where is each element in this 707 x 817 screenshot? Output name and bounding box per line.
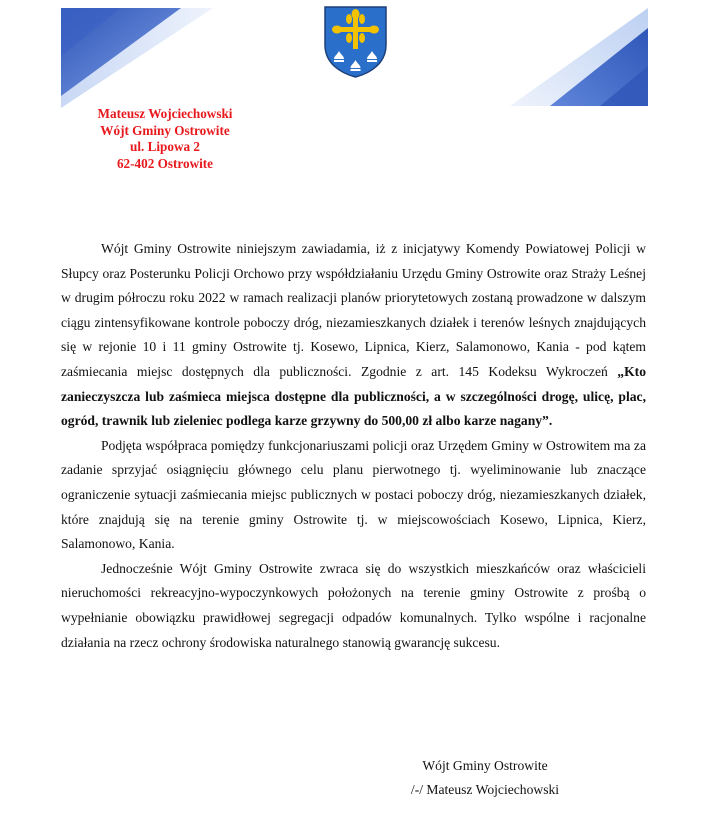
paragraph-1-text: Wójt Gminy Ostrowite niniejszym zawiadamia, iż z inicjatywy Komendy Powiatowej Policji w Słupcy oraz Posterunku Policji Orchowo przy współdziałaniu Urzędu Gminy Ostrowite oraz Straży Leśnej w drugim półroczu roku 2022 w ramach realizacji planów priorytetowych zostaną prowadzone w dalszym ciągu zintensyfikowane kontrole poboczy dróg, niezamieszkanych działek i terenów leśnych znajdujących się w rejonie 10 i 11 gminy Ostrowite tj. Kosewo, Lipnica, Kierz, Salamonowo, Kania - pod kątem zaśmiecania miejsc dostępnych dla publiczności. Zgodnie z art. 145 Kodeksu Wykroczeń <box>61 241 646 379</box>
signature-title: Wójt Gminy Ostrowite <box>422 758 548 773</box>
paragraph-3: Jednocześnie Wójt Gminy Ostrowite zwraca się do wszystkich mieszkańców oraz właścicieli nieruchomości rekreacyjno-wypoczynkowych położonych na terenie gminy Ostrowite z prośbą o wypełnianie obowiązku prawidłowej segregacji odpadów komunalnych. Tylko wspólne i racjonalne działania na rzecz ochrony środowiska naturalnego stanowią gwarancję sukcesu. <box>61 560 646 650</box>
paragraph-1 <box>61 237 646 434</box>
sender-street: ul. Lipowa 2 <box>130 139 200 154</box>
sender-name: Mateusz Wojciechowski <box>97 106 233 121</box>
coat-of-arms-icon <box>323 5 388 79</box>
sender-city: 62-402 Ostrowite <box>116 155 214 171</box>
decorative-corner-left <box>61 8 213 108</box>
sender-address-block <box>80 106 250 172</box>
letter-body <box>61 237 646 655</box>
sender-title: Wójt Gminy Ostrowite <box>100 122 230 138</box>
signature-name: /-/ Mateusz Wojciechowski <box>410 782 560 797</box>
legal-quote: „Kto zanieczyszcza lub zaśmieca miejsca dostępne dla publiczności, a w szczególności drogę, ulicę, plac, ogród, trawnik lub zieleniec podlega karze grzywny do 500,00 zł albo karze nagany”. <box>61 363 646 429</box>
decorative-corner-right <box>510 8 648 106</box>
paragraph-2: Podjęta współpraca pomiędzy funkcjonariuszami policji oraz Urzędem Gminy w Ostrowitem ma za zadanie sprzyjać osiągnięciu głównego celu planu pierwotnego tj. wyeliminowanie lub znaczące ograniczenie sytuacji zaśmiecania miejsc publicznych w postaci poboczy dróg, niezamieszkanych działek, które znajdują się na terenie gminy Ostrowite tj. w miejscowościach Kosewo, Lipnica, Kierz, Salamonowo, Kania. <box>61 437 646 552</box>
signature-block <box>360 754 610 802</box>
